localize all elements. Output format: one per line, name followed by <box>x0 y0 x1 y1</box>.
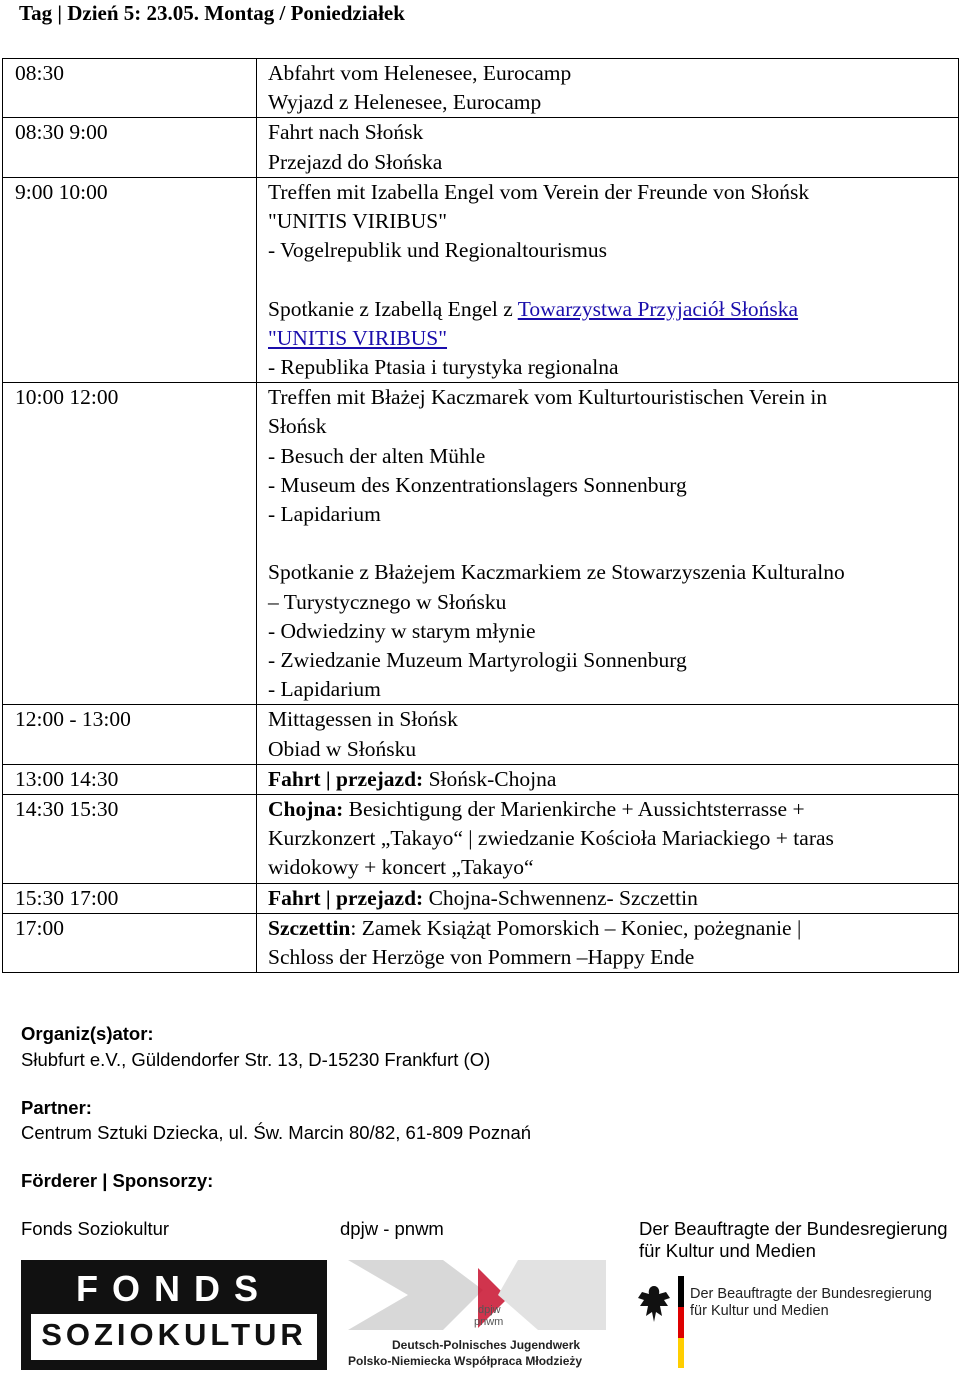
desc-text: Besichtigung der Marienkirche + Aussichtsterrasse + <box>343 797 805 822</box>
dpjw-logo-text-line1: Deutsch-Polnisches Jugendwerk <box>392 1338 581 1352</box>
desc-line: - Museum des Konzentrationslagers Sonnenburg <box>268 472 687 497</box>
desc-cell <box>257 59 959 118</box>
desc-line <box>268 914 956 943</box>
sponsors-label: Förderer | Sponsorzy: <box>21 1170 214 1191</box>
time-cell: 10:00 12:00 <box>3 383 257 705</box>
desc-line <box>268 324 956 353</box>
desc-line: - Odwiedziny w starym młynie <box>268 618 536 643</box>
unitis-viribus-link[interactable]: "UNITIS VIRIBUS" <box>268 325 448 350</box>
spacer <box>268 265 956 294</box>
time-cell: 08:30 9:00 <box>3 118 257 177</box>
schedule-table <box>2 58 959 973</box>
page-title: Tag | Dzień 5: 23.05. Montag / Poniedziałek <box>19 1 405 25</box>
time-cell: 15:30 17:00 <box>3 883 257 913</box>
organizer-label: Organiz(s)ator: <box>21 1023 154 1044</box>
desc-text: Słońsk-Chojna <box>423 766 557 791</box>
flag-gold-stripe <box>678 1338 684 1368</box>
sponsor-bkm-line2: für Kultur und Medien <box>639 1240 816 1261</box>
desc-line: widokowy + koncert „Takayo“ <box>268 855 534 880</box>
sponsor-bkm-line1: Der Beauftragte der Bundesregierung <box>639 1218 948 1239</box>
fonds-logo-text-bottom: SOZIOKULTUR <box>41 1317 307 1352</box>
desc-line: Fahrt nach Słońsk <box>268 120 424 145</box>
organizer-value: Słubfurt e.V., Güldendorfer Str. 13, D-15230 Frankfurt (O) <box>21 1049 491 1070</box>
desc-line: - Republika Ptasia i turystyka regionalna <box>268 355 619 380</box>
desc-line: Mittagessen in Słońsk <box>268 707 458 732</box>
desc-line <box>268 795 956 824</box>
desc-line: - Lapidarium <box>268 677 381 702</box>
desc-line: Słońsk <box>268 414 327 439</box>
desc-line: Spotkanie z Błażejem Kaczmarkiem ze Stowarzyszenia Kulturalno <box>268 560 845 585</box>
society-link[interactable]: Towarzystwa Przyjaciół Słońska <box>517 296 799 321</box>
table-row <box>3 795 959 884</box>
desc-line: - Lapidarium <box>268 502 381 527</box>
time-cell: 13:00 14:30 <box>3 764 257 794</box>
desc-line <box>268 884 956 913</box>
desc-text: Spotkanie z Izabellą Engel z <box>268 296 518 321</box>
desc-line: – Turystycznego w Słońsku <box>268 589 507 614</box>
desc-line: Schloss der Herzöge von Pommern –Happy Ende <box>268 945 695 970</box>
dpjw-short-line1: dpjw <box>478 1304 501 1316</box>
desc-cell <box>257 913 959 972</box>
dpjw-red-shape <box>348 1260 483 1330</box>
sponsor-dpjw: dpjw - pnwm <box>340 1218 444 1239</box>
desc-line: Obiad w Słońsku <box>268 736 417 761</box>
desc-line: Przejazd do Słońska <box>268 149 443 174</box>
fonds-soziokultur-logo <box>21 1260 327 1370</box>
eagle-icon <box>634 1282 674 1326</box>
sponsor-fonds: Fonds Soziokultur <box>21 1218 170 1239</box>
desc-line: Kurzkonzert „Takayo“ | zwiedzanie Kościoła Mariackiego + taras <box>268 826 834 851</box>
desc-line: Treffen mit Izabella Engel vom Verein der Freunde von Słońsk <box>268 179 810 204</box>
time-cell: 14:30 15:30 <box>3 795 257 884</box>
time-cell: 12:00 - 13:00 <box>3 705 257 764</box>
desc-cell <box>257 764 959 794</box>
table-row <box>3 177 959 382</box>
bold-label: Fahrt | przejazd: <box>268 766 424 791</box>
dpjw-grey-shape <box>498 1260 606 1330</box>
flag-black-stripe <box>678 1276 684 1307</box>
desc-cell <box>257 383 959 705</box>
bold-label: Chojna: <box>268 797 344 822</box>
table-row <box>3 118 959 177</box>
table-row <box>3 59 959 118</box>
desc-line: - Besuch der alten Mühle <box>268 443 486 468</box>
fonds-logo-text-top: FONDS <box>76 1268 272 1309</box>
desc-line: Wyjazd z Helenesee, Eurocamp <box>268 90 542 115</box>
desc-cell <box>257 177 959 382</box>
time-cell: 17:00 <box>3 913 257 972</box>
bkm-logo-text-line1: Der Beauftragte der Bundesregierung <box>690 1286 932 1302</box>
spacer <box>268 529 956 558</box>
dpjw-logo-text-line2: Polsko-Niemiecka Współpraca Młodzieży <box>348 1354 583 1368</box>
desc-line: Treffen mit Błażej Kaczmarek vom Kulturtouristischen Verein in <box>268 385 828 410</box>
desc-line: Abfahrt vom Helenesee, Eurocamp <box>268 61 572 85</box>
desc-line <box>268 765 956 794</box>
time-cell: 08:30 <box>3 59 257 118</box>
table-row <box>3 764 959 794</box>
dpjw-short-line2: pnwm <box>474 1316 504 1328</box>
desc-cell <box>257 795 959 884</box>
dpjw-logo <box>348 1260 606 1372</box>
desc-line: "UNITIS VIRIBUS" <box>268 209 448 234</box>
desc-text: : Zamek Książąt Pomorskich – Koniec, pożegnanie | <box>350 915 802 940</box>
bold-label: Szczettin <box>268 915 351 940</box>
flag-bar <box>678 1276 684 1368</box>
bold-label: Fahrt | przejazd: <box>268 885 424 910</box>
desc-text: Chojna-Schwennenz- Szczettin <box>423 885 698 910</box>
table-row <box>3 705 959 764</box>
flag-red-stripe <box>678 1307 684 1338</box>
table-row <box>3 883 959 913</box>
table-row <box>3 913 959 972</box>
table-row <box>3 383 959 705</box>
desc-line <box>268 295 956 324</box>
desc-line: - Zwiedzanie Muzeum Martyrologii Sonnenburg <box>268 648 687 673</box>
partner-value: Centrum Sztuki Dziecka, ul. Św. Marcin 80/82, 61-809 Poznań <box>21 1122 532 1143</box>
desc-cell <box>257 705 959 764</box>
bkm-logo-text-line2: für Kultur und Medien <box>690 1303 829 1319</box>
time-cell: 9:00 10:00 <box>3 177 257 382</box>
partner-label: Partner: <box>21 1097 92 1118</box>
bkm-logo <box>634 1268 934 1368</box>
desc-line: - Vogelrepublik und Regionaltourismus <box>268 238 608 263</box>
desc-cell <box>257 118 959 177</box>
desc-cell <box>257 883 959 913</box>
